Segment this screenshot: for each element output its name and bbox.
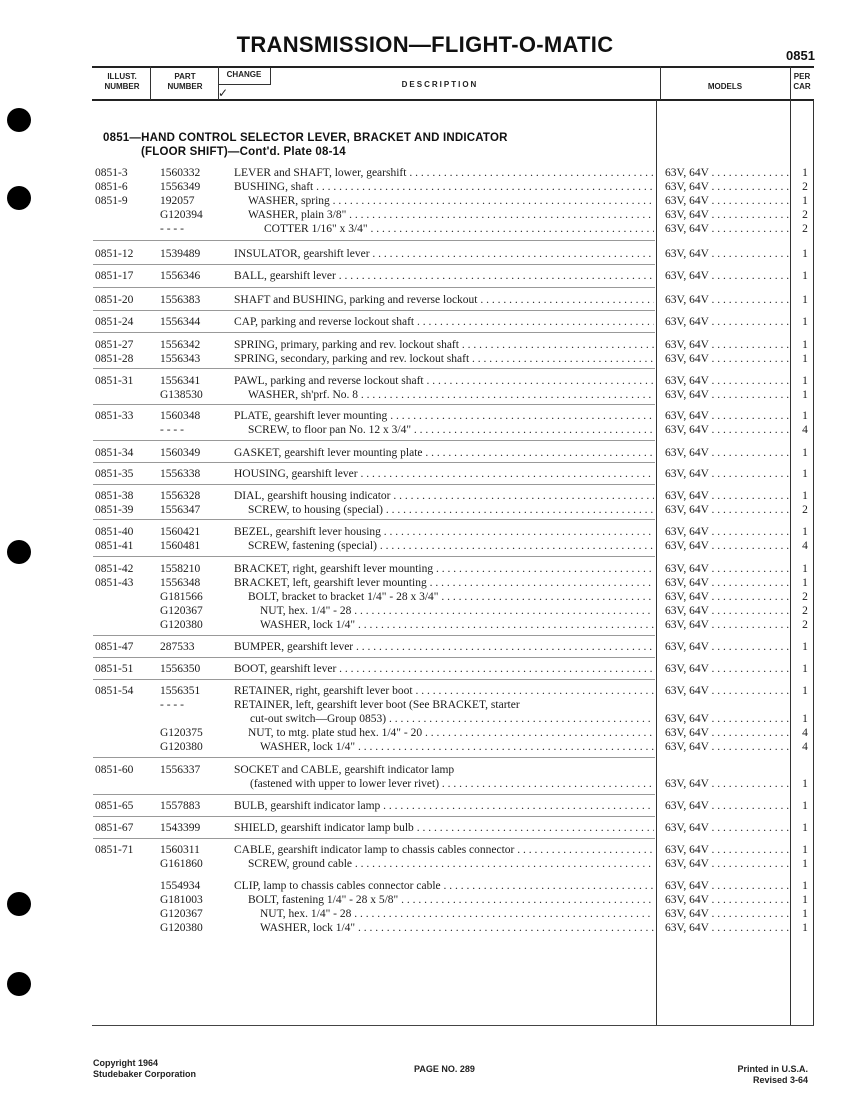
column-divider (660, 66, 661, 100)
copyright-line2: Studebaker Corporation (93, 1069, 197, 1079)
quantity-per-car: 1 (802, 563, 808, 575)
part-description: BOLT, fastening 1/4" - 28 x 5/8" . . . (248, 894, 654, 906)
part-description: BALL, gearshift lever . . . (234, 270, 654, 282)
illus-number: 0851-40 (95, 526, 134, 538)
model-codes: 63V, 64V . . . (665, 316, 790, 328)
quantity-per-car: 2 (802, 619, 808, 631)
part-number: G120375 (160, 727, 203, 739)
quantity-per-car: 4 (802, 540, 808, 552)
part-description: WASHER, sh'prf. No. 8 . . . (248, 389, 654, 401)
column-divider (150, 66, 151, 100)
illus-number: 0851-27 (95, 339, 134, 351)
illus-number: 0851-42 (95, 563, 134, 575)
header-per-car: PER CAR (793, 72, 811, 91)
quantity-per-car: 1 (802, 294, 808, 306)
row-separator (93, 679, 655, 680)
model-codes: 63V, 64V . . . (665, 727, 790, 739)
part-description: PLATE, gearshift lever mounting . . . (234, 410, 654, 422)
right-edge-line (813, 100, 814, 1025)
quantity-per-car: 1 (802, 713, 808, 725)
row-separator (93, 310, 655, 311)
part-number: G138530 (160, 389, 203, 401)
model-codes: 63V, 64V . . . (665, 424, 790, 436)
models-column-line (656, 100, 657, 1025)
model-codes: 63V, 64V . . . (665, 713, 790, 725)
illus-number: 0851-20 (95, 294, 134, 306)
quantity-per-car: 1 (802, 844, 808, 856)
part-description: BOOT, gearshift lever . . . (234, 663, 654, 675)
model-codes: 63V, 64V . . . (665, 591, 790, 603)
part-description: SOCKET and CABLE, gearshift indicator lamp (234, 764, 455, 776)
quantity-per-car: 1 (802, 447, 808, 459)
part-number: 1556350 (160, 663, 201, 675)
part-number: 1556341 (160, 375, 201, 387)
part-number: G120394 (160, 209, 203, 221)
binder-hole (7, 540, 31, 564)
model-codes: 63V, 64V . . . (665, 605, 790, 617)
part-description: RETAINER, right, gearshift lever boot . . . (234, 685, 654, 697)
model-codes: 63V, 64V . . . (665, 778, 790, 790)
model-codes: 63V, 64V . . . (665, 167, 790, 179)
binder-hole (7, 186, 31, 210)
row-separator (93, 332, 655, 333)
section-subheading: (FLOOR SHIFT)—Cont'd. Plate 08-14 (141, 146, 346, 158)
quantity-per-car: 1 (802, 663, 808, 675)
column-divider (790, 66, 791, 100)
quantity-per-car: 1 (802, 778, 808, 790)
part-number: 1556343 (160, 353, 201, 365)
part-number: 1560332 (160, 167, 201, 179)
row-separator (93, 556, 655, 557)
part-number: 1560348 (160, 410, 201, 422)
checkmark-icon: ✓ (218, 86, 229, 100)
part-description: BUMPER, gearshift lever . . . (234, 641, 654, 653)
illus-number: 0851-38 (95, 490, 134, 502)
quantity-per-car: 1 (802, 858, 808, 870)
model-codes: 63V, 64V . . . (665, 685, 790, 697)
part-description: GASKET, gearshift lever mounting plate . . . (234, 447, 654, 459)
illus-number: 0851-39 (95, 504, 134, 516)
part-description: BUSHING, shaft . . . (234, 181, 654, 193)
model-codes: 63V, 64V . . . (665, 504, 790, 516)
binder-hole (7, 972, 31, 996)
row-separator (93, 519, 655, 520)
printed-in: Printed in U.S.A. (737, 1064, 808, 1074)
part-description: BRACKET, right, gearshift lever mounting . . . (234, 563, 654, 575)
page-title: TRANSMISSION—FLIGHT-O-MATIC (236, 32, 614, 57)
part-number: 192057 (160, 195, 195, 207)
illus-number: 0851-41 (95, 540, 134, 552)
part-number: G161860 (160, 858, 203, 870)
model-codes: 63V, 64V . . . (665, 844, 790, 856)
part-number: 1543399 (160, 822, 201, 834)
part-description: CABLE, gearshift indicator lamp to chassis cables connector . . . (234, 844, 654, 856)
header-top-rule (92, 66, 814, 68)
model-codes: 63V, 64V . . . (665, 490, 790, 502)
part-description: SCREW, to housing (special) . . . (248, 504, 654, 516)
part-description: SCREW, ground cable . . . (248, 858, 654, 870)
illus-number: 0851-43 (95, 577, 134, 589)
part-description: PAWL, parking and reverse lockout shaft . . . (234, 375, 654, 387)
quantity-per-car: 1 (802, 822, 808, 834)
illus-number: 0851-31 (95, 375, 134, 387)
part-number: G120367 (160, 908, 203, 920)
illus-number: 0851-28 (95, 353, 134, 365)
group-number: 0851 (786, 48, 815, 63)
row-separator (93, 794, 655, 795)
model-codes: 63V, 64V . . . (665, 294, 790, 306)
quantity-per-car: 4 (802, 727, 808, 739)
row-separator (93, 484, 655, 485)
model-codes: 63V, 64V . . . (665, 410, 790, 422)
model-codes: 63V, 64V . . . (665, 922, 790, 934)
model-codes: 63V, 64V . . . (665, 526, 790, 538)
row-separator (93, 368, 655, 369)
part-number: 1556351 (160, 685, 201, 697)
revised-date: Revised 3-64 (752, 1075, 808, 1085)
part-description: WASHER, lock 1/4" . . . (260, 741, 654, 753)
header-models: MODELS (707, 82, 743, 91)
row-separator (93, 462, 655, 463)
part-number: - - - - (160, 223, 184, 235)
quantity-per-car: 1 (802, 490, 808, 502)
part-number: G120380 (160, 741, 203, 753)
model-codes: 63V, 64V . . . (665, 209, 790, 221)
model-codes: 63V, 64V . . . (665, 641, 790, 653)
part-description: HOUSING, gearshift lever . . . (234, 468, 654, 480)
part-number: 1557883 (160, 800, 201, 812)
part-number: 1554934 (160, 880, 201, 892)
part-description: WASHER, lock 1/4" . . . (260, 922, 654, 934)
page-number: PAGE NO. 289 (414, 1064, 475, 1074)
illus-number: 0851-17 (95, 270, 134, 282)
illus-number: 0851-12 (95, 248, 134, 260)
quantity-per-car: 4 (802, 424, 808, 436)
quantity-per-car: 1 (802, 908, 808, 920)
part-description: CLIP, lamp to chassis cables connector cable . . . (234, 880, 654, 892)
row-separator (93, 240, 655, 241)
header-illust: ILLUST. NUMBER (104, 72, 140, 91)
part-number: 1556383 (160, 294, 201, 306)
model-codes: 63V, 64V . . . (665, 894, 790, 906)
footer-rule (92, 1025, 814, 1026)
part-number: G181566 (160, 591, 203, 603)
copyright (93, 1058, 196, 1080)
quantity-per-car: 1 (802, 641, 808, 653)
illus-number: 0851-24 (95, 316, 134, 328)
part-number: 1556337 (160, 764, 201, 776)
part-number: 1560481 (160, 540, 201, 552)
row-separator (93, 264, 655, 265)
row-separator (93, 657, 655, 658)
print-info (728, 1064, 808, 1086)
part-description: NUT, hex. 1/4" - 28 . . . (260, 605, 654, 617)
model-codes: 63V, 64V . . . (665, 540, 790, 552)
part-number: 1539489 (160, 248, 201, 260)
row-separator (93, 440, 655, 441)
part-number: G120367 (160, 605, 203, 617)
part-description: BRACKET, left, gearshift lever mounting . . . (234, 577, 654, 589)
illus-number: 0851-34 (95, 447, 134, 459)
model-codes: 63V, 64V . . . (665, 223, 790, 235)
quantity-per-car: 2 (802, 209, 808, 221)
illus-number: 0851-51 (95, 663, 134, 675)
quantity-per-car: 1 (802, 800, 808, 812)
part-number: 1556349 (160, 181, 201, 193)
model-codes: 63V, 64V . . . (665, 908, 790, 920)
model-codes: 63V, 64V . . . (665, 563, 790, 575)
part-description: WASHER, spring . . . (248, 195, 654, 207)
part-number: 1560349 (160, 447, 201, 459)
illus-number: 0851-3 (95, 167, 128, 179)
model-codes: 63V, 64V . . . (665, 858, 790, 870)
model-codes: 63V, 64V . . . (665, 468, 790, 480)
model-codes: 63V, 64V . . . (665, 270, 790, 282)
quantity-per-car: 1 (802, 339, 808, 351)
part-description: (fastened with upper to lower lever rivet) . . . (250, 778, 654, 790)
part-description: SHIELD, gearshift indicator lamp bulb . . . (234, 822, 654, 834)
header-change: CHANGE (226, 70, 262, 79)
model-codes: 63V, 64V . . . (665, 389, 790, 401)
part-number: 1560311 (160, 844, 200, 856)
part-description: cut-out switch—Group 0853) . . . (250, 713, 654, 725)
model-codes: 63V, 64V . . . (665, 800, 790, 812)
part-description: SCREW, to floor pan No. 12 x 3/4" . . . (248, 424, 654, 436)
model-codes: 63V, 64V . . . (665, 447, 790, 459)
part-description: SPRING, primary, parking and rev. lockout shaft . . . (234, 339, 654, 351)
part-number: - - - - (160, 424, 184, 436)
illus-number: 0851-6 (95, 181, 128, 193)
quantity-per-car: 1 (802, 922, 808, 934)
part-number: 1556346 (160, 270, 201, 282)
quantity-per-car: 2 (802, 605, 808, 617)
quantity-per-car: 1 (802, 894, 808, 906)
row-separator (93, 757, 655, 758)
quantity-per-car: 1 (802, 248, 808, 260)
part-number: G120380 (160, 922, 203, 934)
part-description: NUT, to mtg. plate stud hex. 1/4" - 20 . . . (248, 727, 654, 739)
part-description: DIAL, gearshift housing indicator . . . (234, 490, 654, 502)
part-description: INSULATOR, gearshift lever . . . (234, 248, 654, 260)
model-codes: 63V, 64V . . . (665, 181, 790, 193)
quantity-per-car: 1 (802, 410, 808, 422)
part-description: CAP, parking and reverse lockout shaft . . . (234, 316, 654, 328)
row-separator (93, 404, 655, 405)
part-number: 1556344 (160, 316, 201, 328)
percar-column-line (790, 100, 791, 1025)
model-codes: 63V, 64V . . . (665, 880, 790, 892)
part-number: - - - - (160, 699, 184, 711)
quantity-per-car: 1 (802, 353, 808, 365)
header-description: DESCRIPTION (401, 80, 479, 89)
model-codes: 63V, 64V . . . (665, 619, 790, 631)
part-description: LEVER and SHAFT, lower, gearshift . . . (234, 167, 654, 179)
row-separator (93, 287, 655, 288)
illus-number: 0851-9 (95, 195, 128, 207)
quantity-per-car: 1 (802, 316, 808, 328)
quantity-per-car: 2 (802, 181, 808, 193)
row-separator (93, 635, 655, 636)
part-number: 1556338 (160, 468, 201, 480)
model-codes: 63V, 64V . . . (665, 353, 790, 365)
section-heading: 0851—HAND CONTROL SELECTOR LEVER, BRACKET AND INDICATOR (103, 132, 508, 144)
illus-number: 0851-47 (95, 641, 134, 653)
quantity-per-car: 1 (802, 526, 808, 538)
binder-hole (7, 108, 31, 132)
quantity-per-car: 1 (802, 195, 808, 207)
quantity-per-car: 1 (802, 685, 808, 697)
part-description: SCREW, fastening (special) . . . (248, 540, 654, 552)
illus-number: 0851-67 (95, 822, 134, 834)
model-codes: 63V, 64V . . . (665, 663, 790, 675)
part-description: BULB, gearshift indicator lamp . . . (234, 800, 654, 812)
illus-number: 0851-65 (95, 800, 134, 812)
quantity-per-car: 1 (802, 167, 808, 179)
part-description: NUT, hex. 1/4" - 28 . . . (260, 908, 654, 920)
model-codes: 63V, 64V . . . (665, 741, 790, 753)
illus-number: 0851-54 (95, 685, 134, 697)
copyright-line1: Copyright 1964 (93, 1058, 159, 1068)
part-number: 287533 (160, 641, 195, 653)
part-number: 1556348 (160, 577, 201, 589)
quantity-per-car: 1 (802, 468, 808, 480)
part-description: BOLT, bracket to bracket 1/4" - 28 x 3/4" . . . (248, 591, 654, 603)
part-description: SHAFT and BUSHING, parking and reverse lockout . . . (234, 294, 654, 306)
part-number: 1558210 (160, 563, 201, 575)
part-description: WASHER, lock 1/4" . . . (260, 619, 654, 631)
quantity-per-car: 2 (802, 223, 808, 235)
part-number: 1556342 (160, 339, 201, 351)
model-codes: 63V, 64V . . . (665, 375, 790, 387)
row-separator (93, 816, 655, 817)
quantity-per-car: 1 (802, 375, 808, 387)
model-codes: 63V, 64V . . . (665, 248, 790, 260)
quantity-per-car: 1 (802, 270, 808, 282)
part-number: 1556347 (160, 504, 201, 516)
model-codes: 63V, 64V . . . (665, 822, 790, 834)
part-description: COTTER 1/16" x 3/4" . . . (264, 223, 654, 235)
quantity-per-car: 1 (802, 880, 808, 892)
illus-number: 0851-71 (95, 844, 134, 856)
part-description: SPRING, secondary, parking and rev. lockout shaft . . . (234, 353, 654, 365)
model-codes: 63V, 64V . . . (665, 577, 790, 589)
illus-number: 0851-60 (95, 764, 134, 776)
quantity-per-car: 2 (802, 504, 808, 516)
quantity-per-car: 1 (802, 577, 808, 589)
part-number: G120380 (160, 619, 203, 631)
model-codes: 63V, 64V . . . (665, 339, 790, 351)
quantity-per-car: 2 (802, 591, 808, 603)
binder-hole (7, 892, 31, 916)
part-number: G181003 (160, 894, 203, 906)
part-description: RETAINER, left, gearshift lever boot (See BRACKET, starter (234, 699, 520, 711)
quantity-per-car: 1 (802, 389, 808, 401)
illus-number: 0851-33 (95, 410, 134, 422)
model-codes: 63V, 64V . . . (665, 195, 790, 207)
header-part: PART NUMBER (167, 72, 203, 91)
part-number: 1556328 (160, 490, 201, 502)
part-description: WASHER, plain 3/8" . . . (248, 209, 654, 221)
header-bottom-rule (92, 99, 814, 101)
part-description: BEZEL, gearshift lever housing . . . (234, 526, 654, 538)
illus-number: 0851-35 (95, 468, 134, 480)
row-separator (93, 838, 655, 839)
part-number: 1560421 (160, 526, 201, 538)
quantity-per-car: 4 (802, 741, 808, 753)
